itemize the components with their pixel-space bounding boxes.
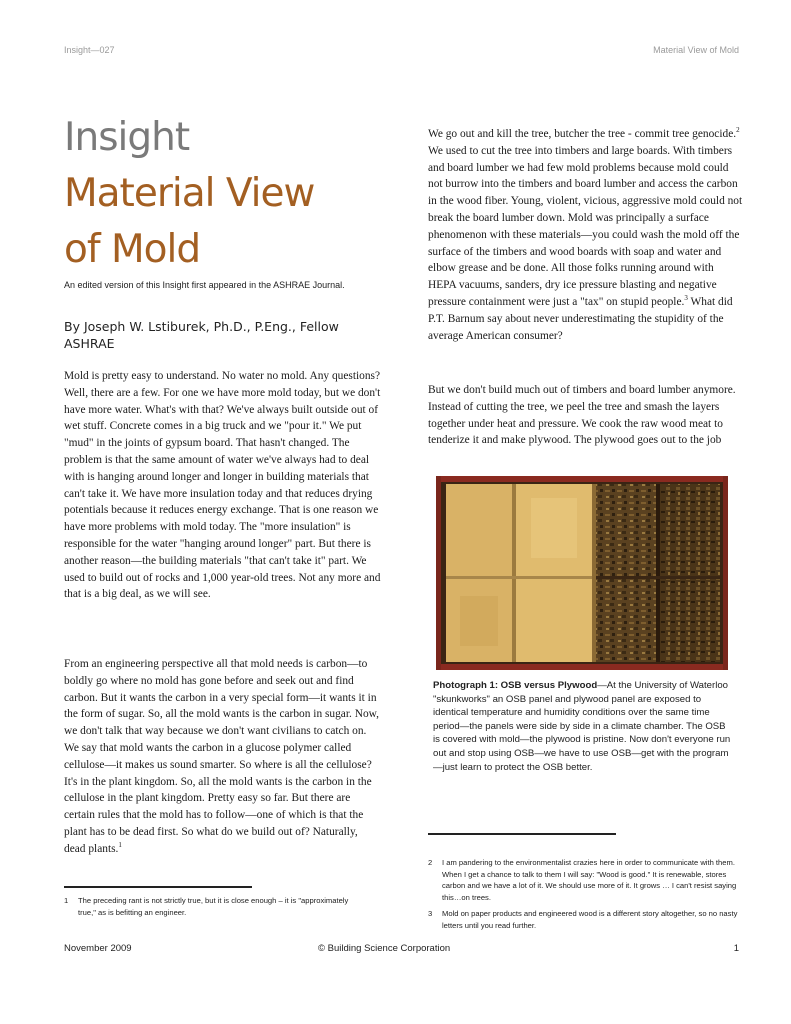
photo-caption [433,679,733,774]
body-paragraph-3-part-c: What did P.T. Barnum say about never underestimating the stupidity of the average American consumer? [428,295,733,342]
photo-caption-label: Photograph 1: OSB versus Plywood [433,680,598,691]
footnote-ref-3: 3 [684,294,688,303]
footnote-2-number: 2 [428,858,433,867]
photo-caption-text: —At the University of Waterloo "skunkworks" an OSB panel and plywood panel are exposed to identical temperature and humidity conditions over the same time period—the panels were side by side in a climate chamber. The OSB is covered with mold—the plywood is pristine. Now don't everyone run out and stop using OSB—we have to use OSB—get with the program—just learn to protect the OSB better. [433,680,731,773]
footnote-1 [64,895,364,918]
publication-note: An edited version of this Insight first appeared in the ASHRAE Journal. [64,280,345,290]
body-paragraph-2 [64,656,382,858]
osb-plywood-photo-graphic [436,476,728,670]
footnote-ref-1: 1 [118,840,122,849]
body-paragraph-2-text: From an engineering perspective all that mold needs is carbon—to boldly go where no mold has gone before and seek out and find carbon. But it wants the carbon in a very special form—it wants it in the form of sugar. So, all the mold wants is the carbon in sugar. Now, we don't talk that way because we don't want civilians to catch on. We say that mold wants the carbon in a glucose polymer called cellulose—it makes us sound smarter. So where is all the cellulose? It's in the plant kingdom. So, all the mold wants is the carbon in the cellulose in the plant kingdom. Pretty easy so far. But there are certain rules that the mold has to follow—one of which is that the plant has to be dead first. So what do we build out of? Naturally, dead plants. [64,658,379,855]
body-paragraph-4: But we don't build much out of timbers and board lumber anymore. Instead of cutting the tree, we peel the tree and smash the layers together under heat and pressure. We cook the raw wood meat to tenderize it and make plywood. The plywood goes out to the job [428,384,736,447]
title-line-insight: Insight [64,115,190,160]
footnote-1-number: 1 [64,896,69,905]
running-header-left: Insight—027 [64,45,115,55]
body-paragraph-3 [428,126,744,344]
body-paragraph-1: Mold is pretty easy to understand. No water no mold. Any questions? Well, there are a few. For one we have more mold today, but we don't have more water. What's with that? We've always built outside out of wet stuff. Concrete comes in a big truck and we "pour it." We put "mud" in the joints of gypsum board. That hasn't changed. The problem is that the same amount of water we've always had to deal with is hanging around longer and longer in building materials that can't take it. We have more insulation today and that reduces drying potentials because it reduces energy exchange. That is one reason we have more problems with mold today. The "more insulation" is responsible for the water "hanging around longer" part. But there is another reason—the building materials "that can't take it" part. We used to build out of rocks and 1,000 year-old trees. Not any more and that is a big deal, as we will see. [64,370,381,601]
footnote-1-text: The preceding rant is not strictly true, but it is close enough – it is "approximately true," as is befitting an engineer. [78,896,349,917]
footnote-ref-2: 2 [736,126,740,135]
body-paragraph-3-part-b: We used to cut the tree into timbers and large boards. With timbers and board lumber we had few mold problems because mold could not burrow into the timbers and board lumber and access the carbon in the wood fiber. Young, violent, vicious, aggressive mold could not break the board lumber down. Mold was principally a surface phenomenon with these materials—you could wash the mold off the surface of the timbers and wood boards with soap and water and elbow grease and be done. All those folks running around with HEPA vacuums, sanders, dry ice pressure blasting and negative pressure containment were just a "tax" on stupid people. [428,144,743,308]
footnote-divider-left [64,886,252,888]
page-title [64,110,404,278]
footnote-2 [428,857,748,903]
title-line-material-view: Material View [64,171,315,216]
footnote-3 [428,908,748,931]
footer-copyright: © Building Science Corporation [318,943,451,954]
author-byline: By Joseph W. Lstiburek, Ph.D., P.Eng., Fellow ASHRAE [64,319,339,351]
osb-plywood-photo [436,476,728,670]
title-line-of-mold: of Mold [64,227,201,272]
footer-page-number: 1 [733,943,739,954]
footnote-2-text: I am pandering to the environmentalist crazies here in order to communicate with them. When I get a chance to talk to them I will say: "Wood is good." It is renewable, stores carbon and we have a lot of it. We should use more of it. It grows … I can't resist saying this…on trees. [442,858,737,902]
footer-date: November 2009 [64,943,132,954]
footnote-divider-right [428,833,616,835]
footnote-3-number: 3 [428,909,433,918]
running-header-right: Material View of Mold [653,45,739,55]
footnote-3-text: Mold on paper products and engineered wood is a different story altogether, so no nasty letters until you read further. [442,909,738,930]
body-paragraph-3-part-a: We go out and kill the tree, butcher the tree - commit tree genocide. [428,128,737,140]
